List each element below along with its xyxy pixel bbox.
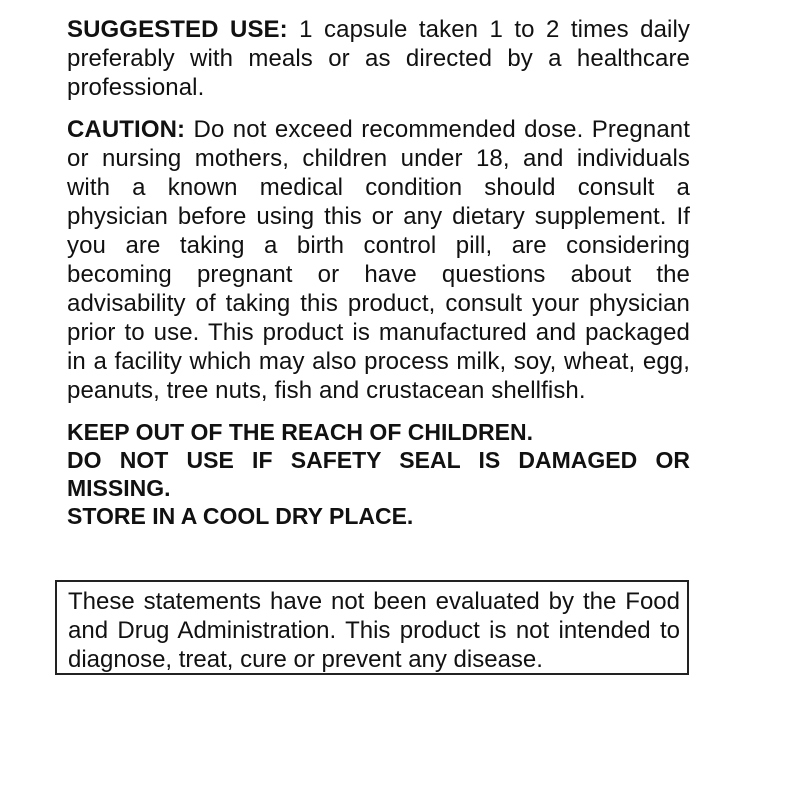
suggested-use-text: 1 capsule taken 1 to 2 times daily preferably with meals or as directed by a healthcare professional.: [67, 16, 690, 101]
safety-seal-warning-line1: DO NOT USE IF SAFETY SEAL IS DAMAGED OR: [67, 447, 690, 473]
safety-seal-warning-line2: MISSING.: [67, 475, 171, 501]
keep-out-warning: KEEP OUT OF THE REACH OF CHILDREN.: [67, 419, 533, 445]
suggested-use-heading: SUGGESTED USE:: [67, 16, 288, 43]
fda-disclaimer-text: These statements have not been evaluated by the Food and Drug Administration. This product is not intended to diagnose, treat, cure or prevent any disease.: [68, 588, 680, 673]
caution-heading: CAUTION:: [67, 116, 186, 143]
supplement-label-panel: [67, 15, 690, 530]
storage-instruction: STORE IN A COOL DRY PLACE.: [67, 503, 414, 529]
fda-disclaimer-box: [55, 580, 689, 675]
warnings-block: [67, 418, 690, 530]
suggested-use-paragraph: [67, 15, 690, 102]
caution-text: Do not exceed recommended dose. Pregnant or nursing mothers, children under 18, and individuals with a known medical condition should consult a physician before using this or any dietary supplement. If you are taking a birth control pill, are considering becoming pregnant or have questions about the advisability of taking this product, consult your physician prior to use. This product is manufactured and packaged in a facility which may also process milk, soy, wheat, egg, peanuts, tree nuts, fish and crustacean shellfish.: [67, 116, 690, 404]
caution-paragraph: [67, 115, 690, 405]
